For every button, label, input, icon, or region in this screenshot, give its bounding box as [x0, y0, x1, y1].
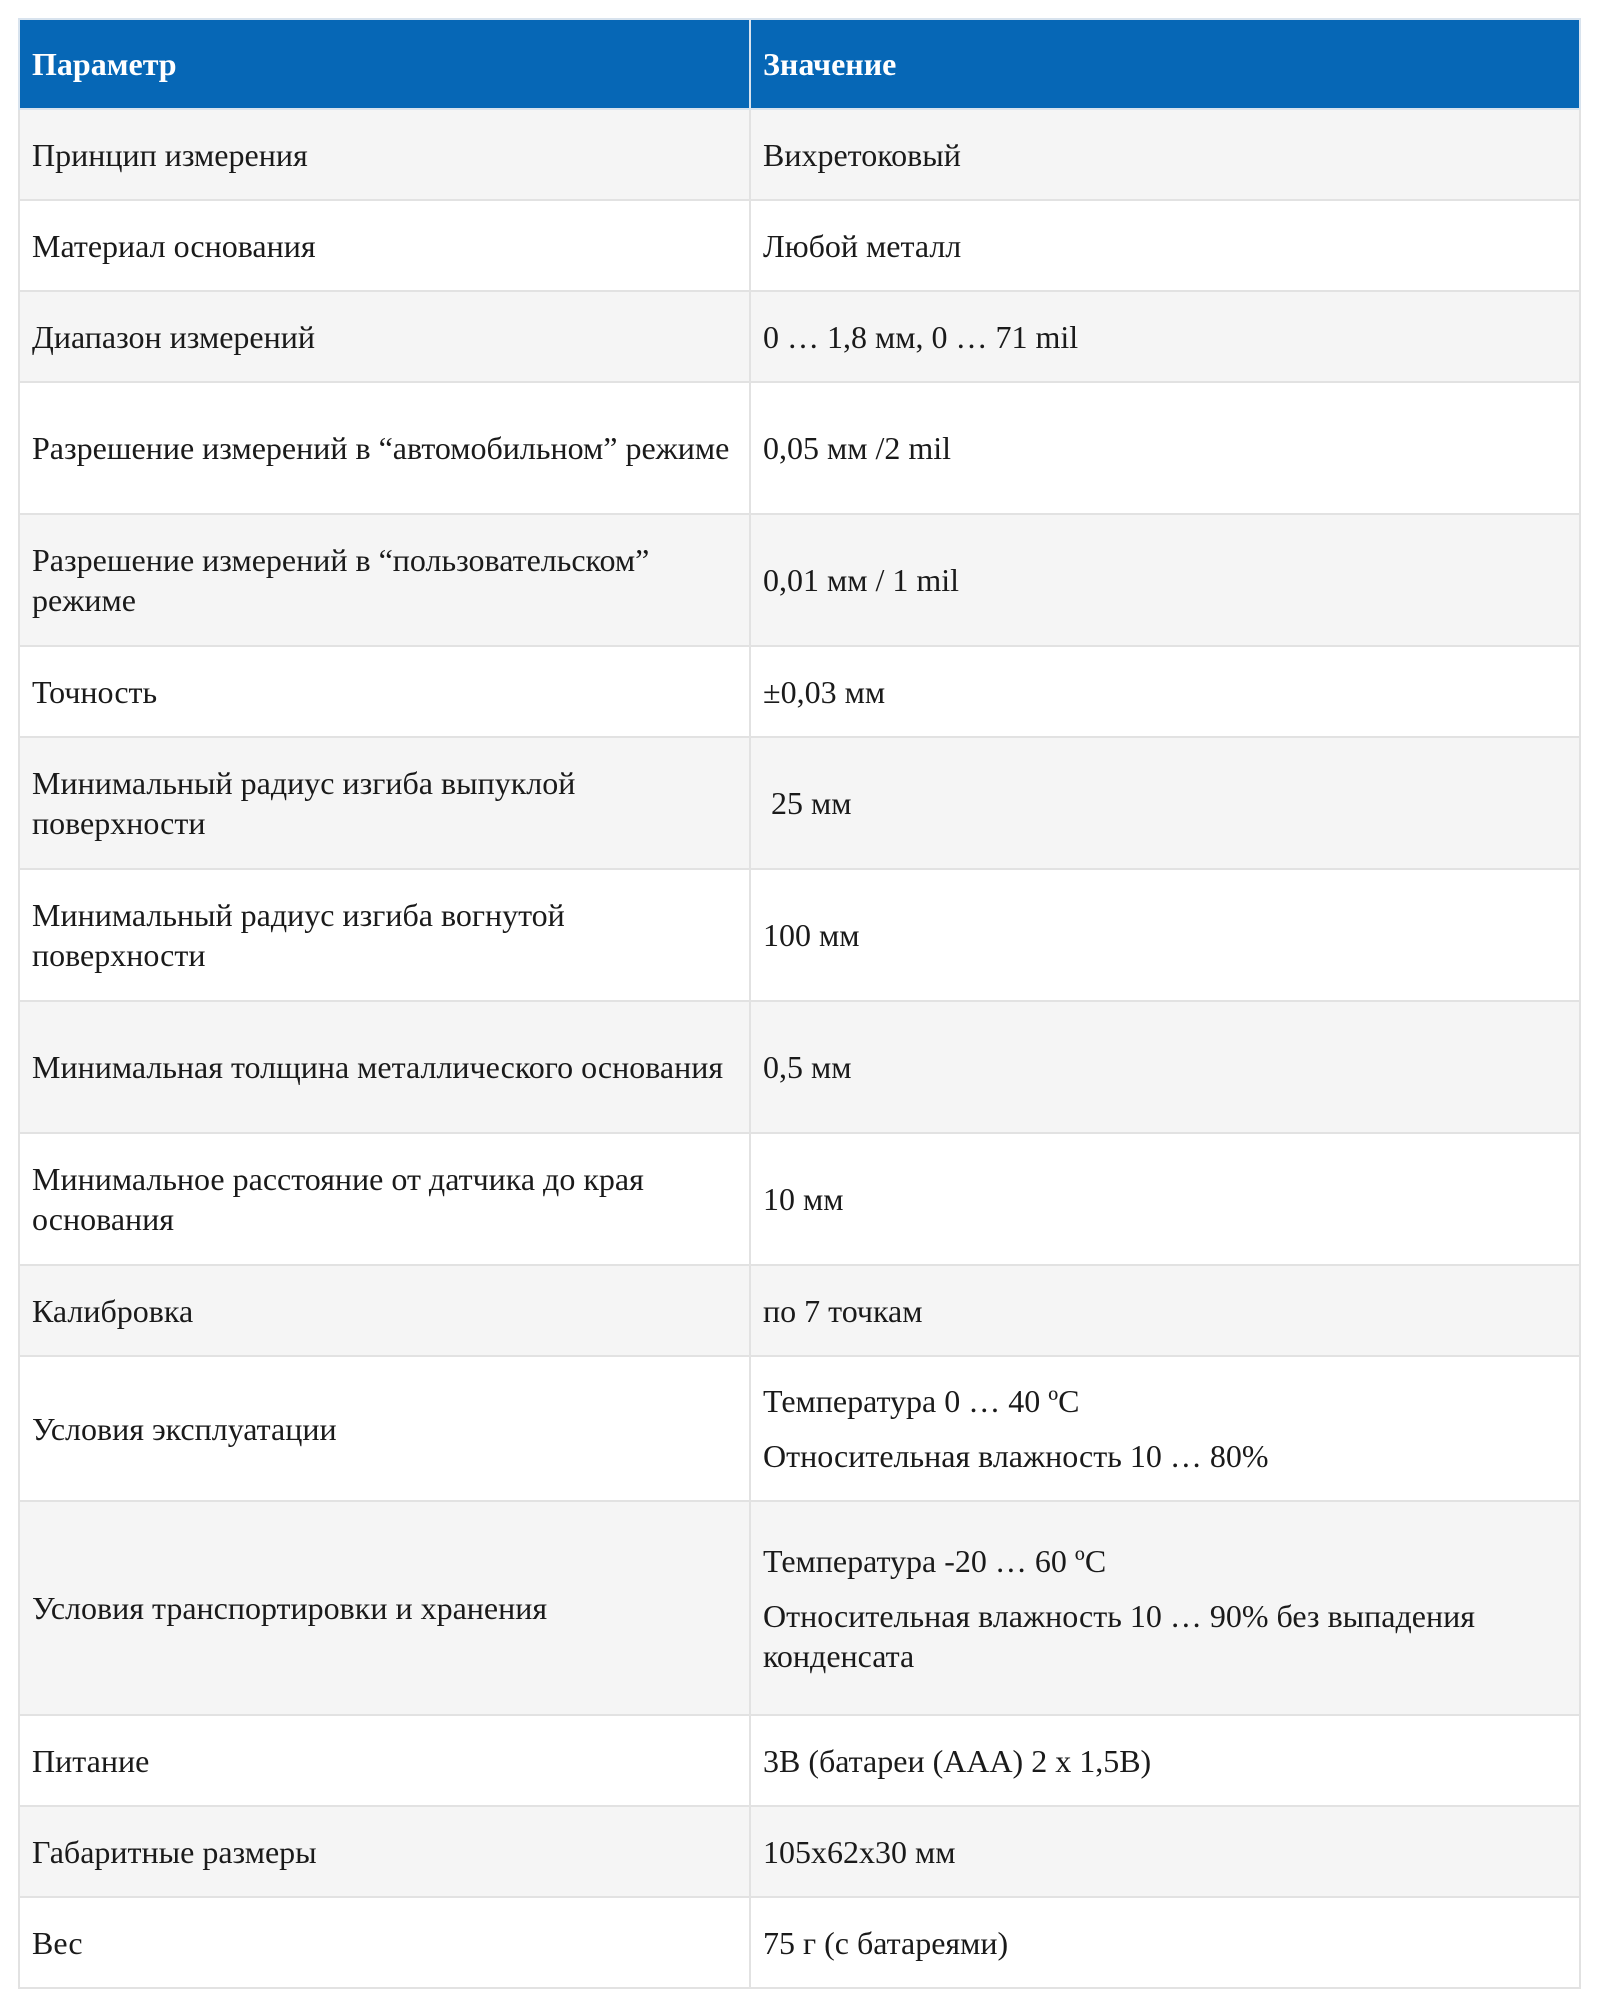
table-row	[19, 109, 1580, 200]
param-cell: Минимальная толщина металлического основания	[19, 1001, 750, 1133]
value-cell	[750, 1501, 1580, 1715]
value-line: Вихретоковый	[763, 136, 961, 173]
value-line: 0,5 мм	[763, 1049, 852, 1085]
table-row	[19, 200, 1580, 291]
value-cell	[750, 1715, 1580, 1806]
value-cell	[750, 514, 1580, 646]
value-line: ±0,03 мм	[763, 673, 886, 710]
param-cell: Калибровка	[19, 1265, 750, 1356]
value-cell	[750, 1356, 1580, 1501]
table-row	[19, 1897, 1580, 1988]
value-line: Любой металл	[763, 227, 962, 264]
value-line: 100 мм	[763, 917, 860, 953]
table-header	[19, 19, 1580, 109]
table-row	[19, 382, 1580, 514]
table-body	[19, 109, 1580, 1988]
value-line: 25 мм	[771, 785, 852, 821]
value-line: 3В (батареи (ААА) 2 х 1,5В)	[763, 1742, 1152, 1779]
table-row	[19, 1501, 1580, 1715]
param-cell: Разрешение измерений в “пользовательском” режиме	[19, 514, 750, 646]
value-cell	[750, 1001, 1580, 1133]
table-row	[19, 1133, 1580, 1265]
value-cell	[750, 869, 1580, 1001]
value-cell	[750, 737, 1580, 869]
table-row	[19, 291, 1580, 382]
param-cell: Принцип измерения	[19, 109, 750, 200]
value-line: Температура 0 … 40 ºС	[763, 1383, 1080, 1419]
param-cell: Минимальный радиус изгиба выпуклой поверхности	[19, 737, 750, 869]
value-cell	[750, 1265, 1580, 1356]
param-cell: Точность	[19, 646, 750, 737]
param-cell: Материал основания	[19, 200, 750, 291]
value-line: 0,01 мм / 1 mil	[763, 562, 960, 598]
value-cell	[750, 109, 1580, 200]
param-cell: Минимальный радиус изгиба вогнутой поверхности	[19, 869, 750, 1001]
header-row	[19, 19, 1580, 109]
param-cell: Разрешение измерений в “автомобильном” режиме	[19, 382, 750, 514]
param-cell: Условия транспортировки и хранения	[19, 1501, 750, 1715]
value-cell	[750, 646, 1580, 737]
value-line: 105x62x30 мм	[763, 1833, 956, 1870]
table-row	[19, 1356, 1580, 1501]
table-row	[19, 1001, 1580, 1133]
header-param: Параметр	[19, 19, 750, 109]
value-line: Относительная влажность 10 … 80%	[763, 1438, 1269, 1474]
param-cell: Диапазон измерений	[19, 291, 750, 382]
value-cell	[750, 200, 1580, 291]
table-row	[19, 737, 1580, 869]
param-cell: Минимальное расстояние от датчика до края основания	[19, 1133, 750, 1265]
value-cell	[750, 1806, 1580, 1897]
specs-table	[18, 18, 1581, 1989]
table-row	[19, 869, 1580, 1001]
table-row	[19, 1806, 1580, 1897]
table-row	[19, 1265, 1580, 1356]
value-line: Температура -20 … 60 ºС	[763, 1542, 1107, 1579]
value-line: 0,05 мм /2 mil	[763, 430, 952, 466]
param-cell: Условия эксплуатации	[19, 1356, 750, 1501]
value-line: 75 г (с батареями)	[763, 1924, 1009, 1961]
value-cell	[750, 1897, 1580, 1988]
param-cell: Питание	[19, 1715, 750, 1806]
table-row	[19, 646, 1580, 737]
value-cell	[750, 1133, 1580, 1265]
value-line: Относительная влажность 10 … 90% без выпадения конденсата	[763, 1597, 1475, 1674]
value-line: 10 мм	[763, 1181, 844, 1217]
header-value: Значение	[750, 19, 1580, 109]
param-cell: Габаритные размеры	[19, 1806, 750, 1897]
table-row	[19, 514, 1580, 646]
table-row	[19, 1715, 1580, 1806]
value-line: 0 … 1,8 мм, 0 … 71 mil	[763, 318, 1079, 355]
param-cell: Вес	[19, 1897, 750, 1988]
value-line: по 7 точкам	[763, 1292, 923, 1329]
value-cell	[750, 291, 1580, 382]
value-cell	[750, 382, 1580, 514]
